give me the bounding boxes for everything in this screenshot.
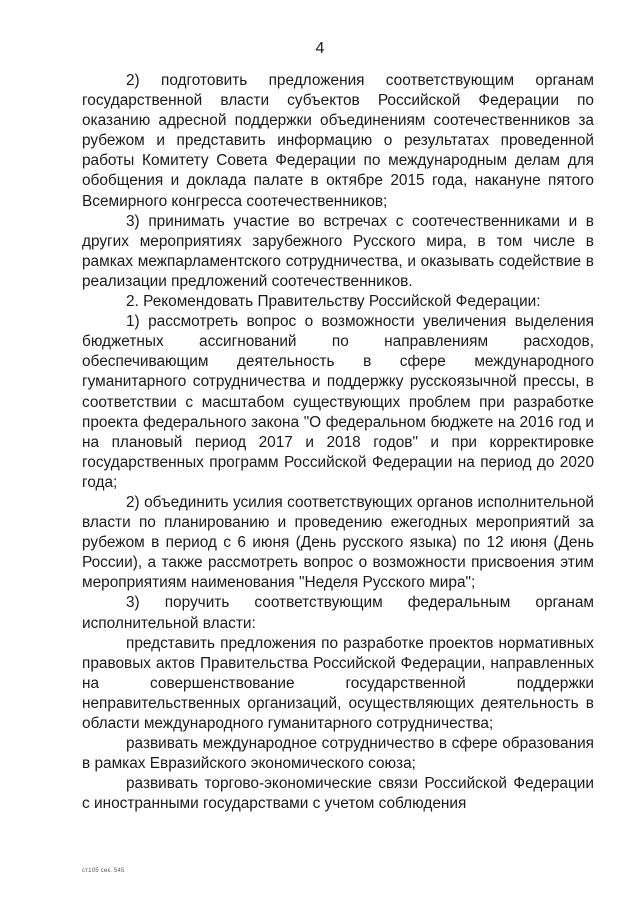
paragraph-develop-trade: развивать торгово-экономические связи Российской Федерации с иностранными государствами с учетом соблюдения [82, 775, 594, 813]
paragraph-item-1-budget: 1) рассмотреть вопрос о возможности увеличения выделения бюджетных ассигнований по направлениям расходов, обеспечивающим деятельность в сфере международного гуманитарного сотрудничества и поддержку русскоязычной прессы, в соответствии с масштабом существующих проблем при разработке проекта федерального закона "О федеральном бюджете на 2016 год и на плановый период 2017 и 2018 годов" и при корректировке государственных программ Российской Федерации на период до 2020 года; [82, 313, 594, 491]
document-body [82, 71, 594, 814]
paragraph-section-2-heading: 2. Рекомендовать Правительству Российской Федерации: [126, 293, 541, 311]
paragraph-item-3-participate: 3) принимать участие во встречах с соотечественниками и в других мероприятиях зарубежного Русского мира, в том числе в рамках межпарламентского сотрудничества, и оказывать содействие в реализации предложений соотечественников. [82, 212, 594, 290]
paragraph-submit-proposals: представить предложения по разработке проектов нормативных правовых актов Правительства Российской Федерации, направленных на совершенствование государственной поддержки неправительственных организаций, осуществляющих деятельность в области международного гуманитарного сотрудничества; [82, 634, 594, 732]
footer-document-code: ст105 сек. 545 [82, 868, 125, 874]
paragraph-item-3-instruct: 3) поручить соответствующим федеральным органам исполнительной власти: [82, 594, 594, 632]
paragraph-item-2-unite-efforts: 2) объединить усилия соответствующих органов исполнительной власти по планированию и проведению ежегодных мероприятий за рубежом в период с 6 июня (День русского языка) по 12 июня (День России), а также рассмотреть вопрос о возможности присвоения этим мероприятиям наименования "Неделя Русского мира"; [82, 493, 594, 592]
paragraph-develop-education: развивать международное сотрудничество в сфере образования в рамках Евразийского экономического союза; [82, 735, 594, 773]
page-number: 4 [315, 40, 325, 57]
paragraph-item-2-prepare-proposals: 2) подготовить предложения соответствующим органам государственной власти субъектов Российской Федерации по оказанию адресной поддержки объединениям соотечественников за рубежом и представить информацию о результатах проведенной работы Комитету Совета Федерации по международным делам для обобщения и доклада палате в октябре 2015 года, накануне пятого Всемирного конгресса соотечественников; [82, 72, 594, 210]
